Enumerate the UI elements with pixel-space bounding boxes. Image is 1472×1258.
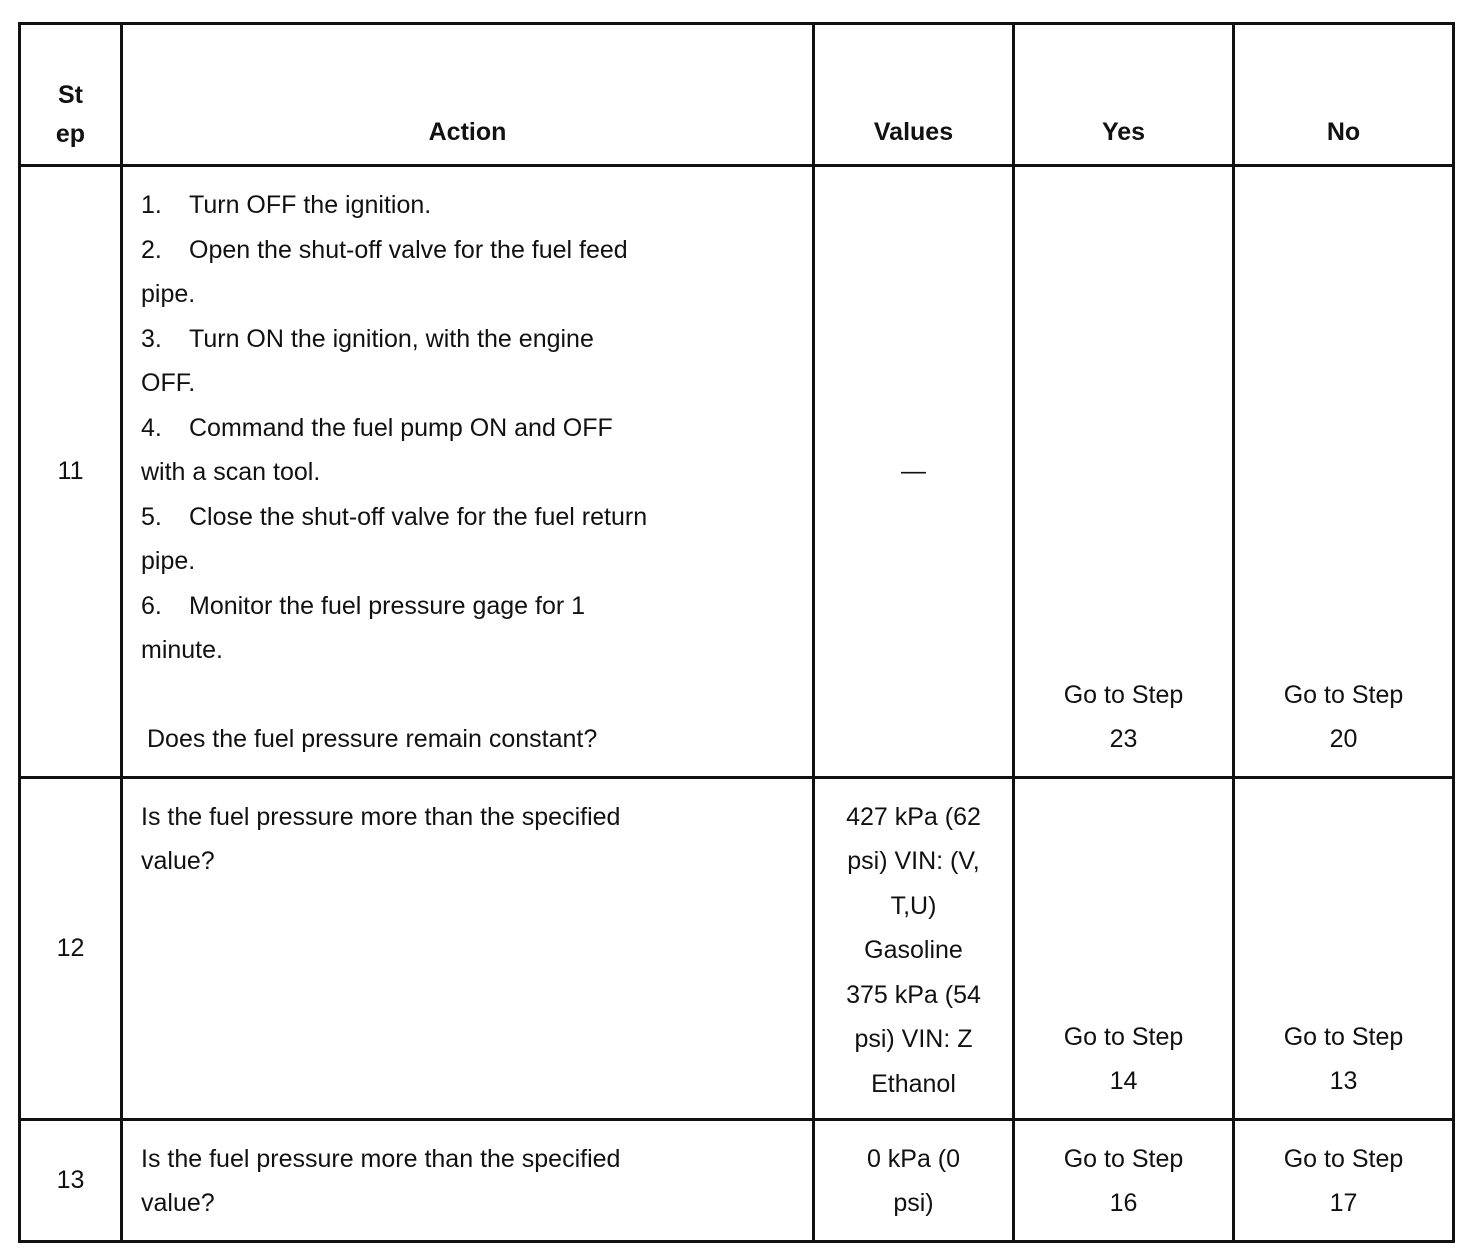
step-text: Open the shut-off valve for the fuel feed: [189, 235, 628, 264]
action-step-2-cont: pipe.: [141, 280, 196, 308]
action-step-6-cont: minute.: [141, 636, 223, 664]
no-goto-step: 17: [1329, 1189, 1358, 1217]
action-step-2: [141, 228, 800, 273]
action-step-5-cont: pipe.: [141, 547, 196, 575]
no-cell: [1234, 166, 1454, 778]
header-action: Action: [122, 24, 814, 166]
action-step-6: [141, 584, 800, 629]
step-num: 3.: [141, 324, 162, 353]
table-row-step-12: [20, 777, 1454, 1119]
header-no: No: [1234, 24, 1454, 166]
no-cell: [1234, 1119, 1454, 1241]
no-cell: [1234, 777, 1454, 1119]
action-text-line1: Is the fuel pressure more than the specified: [141, 1144, 621, 1173]
header-row: [20, 24, 1454, 166]
value-line: psi): [893, 1189, 934, 1217]
header-values: Values: [814, 24, 1014, 166]
value-cell: [814, 777, 1014, 1119]
value-line: Ethanol: [871, 1069, 956, 1098]
yes-goto-label: Go to Step: [1063, 1144, 1184, 1173]
header-step: [20, 24, 122, 166]
diagnostic-table: [18, 22, 1455, 1243]
action-text-line1: Is the fuel pressure more than the specified: [141, 802, 621, 831]
table-row-step-11: [20, 166, 1454, 778]
step-text: Turn ON the ignition, with the engine: [189, 324, 594, 353]
action-step-1: [141, 183, 800, 228]
value-cell: [814, 1119, 1014, 1241]
step-number: 11: [20, 166, 122, 778]
value-line: psi) VIN: (V,: [847, 847, 980, 875]
action-cell: [122, 166, 814, 778]
value-line: 0 kPa (0: [866, 1144, 961, 1173]
header-step-line2: ep: [55, 120, 86, 148]
action-step-3: [141, 317, 800, 362]
value-line: 375 kPa (54: [846, 980, 981, 1009]
yes-goto-label: Go to Step: [1063, 1022, 1184, 1051]
action-cell: [122, 777, 814, 1119]
step-num: 1.: [141, 191, 162, 219]
step-text: Monitor the fuel pressure gage for 1: [189, 591, 586, 620]
action-step-4-cont: with a scan tool.: [141, 458, 321, 486]
action-step-4: [141, 406, 800, 451]
action-step-3-cont: OFF.: [141, 369, 196, 397]
no-goto-label: Go to Step: [1283, 680, 1404, 709]
step-text: Turn OFF the ignition.: [189, 191, 432, 219]
value-line: psi) VIN: Z: [854, 1025, 973, 1053]
yes-goto-step: 23: [1109, 725, 1138, 753]
no-goto-step: 20: [1329, 725, 1358, 753]
no-goto-label: Go to Step: [1283, 1144, 1404, 1173]
yes-cell: [1014, 777, 1234, 1119]
header-step-line1: St: [58, 81, 83, 109]
header-yes: Yes: [1014, 24, 1234, 166]
yes-goto-step: 16: [1109, 1189, 1138, 1217]
action-text-line2: value?: [141, 1189, 215, 1217]
yes-cell: [1014, 166, 1234, 778]
step-num: 6.: [141, 591, 162, 620]
action-text-line2: value?: [141, 847, 215, 875]
step-number: 12: [20, 777, 122, 1119]
no-goto-label: Go to Step: [1283, 1022, 1404, 1051]
step-num: 2.: [141, 235, 162, 264]
value-cell: —: [814, 166, 1014, 778]
yes-goto-label: Go to Step: [1063, 680, 1184, 709]
action-step-5: [141, 495, 800, 540]
value-line: Gasoline: [864, 936, 963, 964]
action-cell: [122, 1119, 814, 1241]
step-num: 5.: [141, 502, 162, 531]
step-num: 4.: [141, 413, 162, 442]
table-row-step-13: [20, 1119, 1454, 1241]
value-line: T,U): [890, 891, 937, 920]
step-text: Close the shut-off valve for the fuel return: [189, 502, 648, 531]
value-line: 427 kPa (62: [846, 802, 981, 831]
step-number: 13: [20, 1119, 122, 1241]
yes-cell: [1014, 1119, 1234, 1241]
yes-goto-step: 14: [1109, 1067, 1138, 1095]
step-text: Command the fuel pump ON and OFF: [189, 413, 613, 442]
no-goto-step: 13: [1329, 1067, 1358, 1095]
spacer: [141, 673, 800, 718]
action-question: Does the fuel pressure remain constant?: [147, 725, 598, 753]
